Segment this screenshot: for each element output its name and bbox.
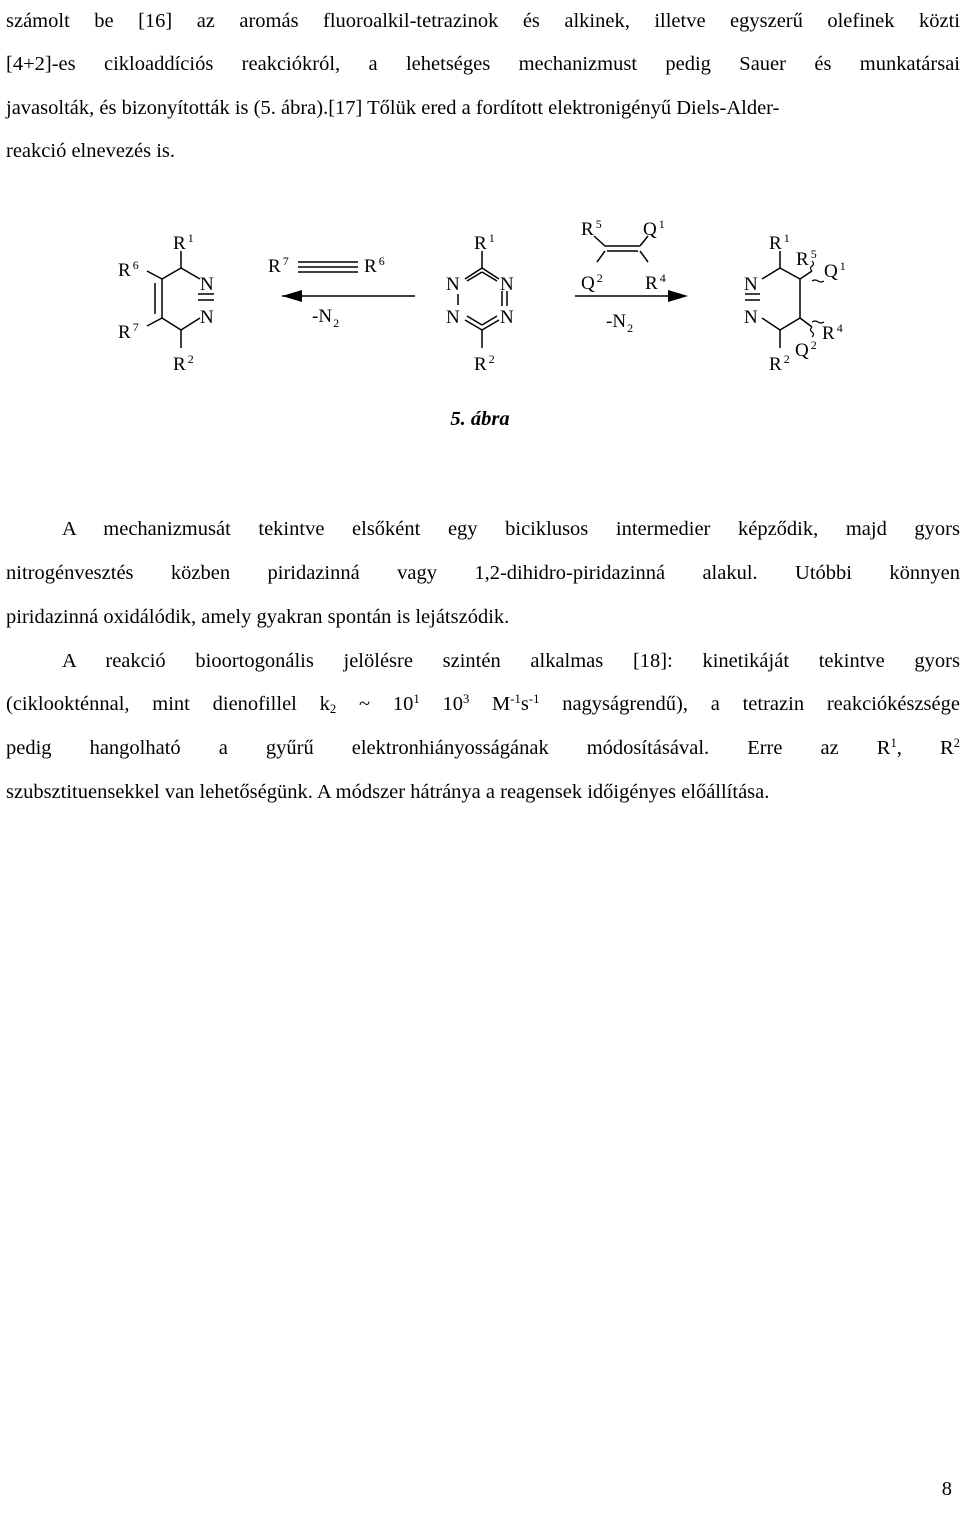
n-left-1: N	[200, 274, 214, 295]
r1-product: R $^1$	[769, 231, 790, 254]
r4-alkene: R $^4$	[645, 271, 666, 294]
r1-left: R $^1$	[173, 231, 194, 254]
para1-line-2: nitrogénvesztés közben piridazinná vagy 1,2-dihidro-piridazinná alakul. Utóbbi könnyen	[6, 562, 960, 584]
q1-alkene: Q $^1$	[643, 217, 665, 240]
n-product-2: N	[744, 307, 758, 328]
minus-n2-left: $-N_2$	[312, 306, 340, 330]
figure-caption: 5. ábra	[450, 408, 510, 430]
minus-n2-right: $-N_2$	[606, 311, 634, 335]
reaction-scheme	[0, 205, 960, 390]
q1-product: Q $^1$	[824, 259, 846, 282]
r2-left: R $^2$	[173, 352, 194, 375]
n-tetrazine-1: N	[446, 274, 460, 295]
n-tetrazine-3: N	[446, 307, 460, 328]
para2-line-4: szubsztituensekkel van lehetőségünk. A módszer hátránya a reagensek időigényes előállítása.	[6, 781, 770, 803]
intro-line-3: javasolták, és bizonyították is (5. ábra).[17] Tőlük ered a fordított elektronigényű Diels-Alder-	[6, 97, 780, 119]
q2-alkene: Q $^2$	[581, 271, 603, 294]
intro-line-4: reakció elnevezés is.	[6, 140, 176, 162]
q2-product: Q $^2$	[795, 338, 817, 361]
r2-product: R $^2$	[769, 352, 790, 375]
r2-tetrazine: R $^2$	[474, 352, 495, 375]
r6-left: R $^6$	[118, 258, 139, 281]
r5-alkene: R $^5$	[581, 217, 602, 240]
r1-tetrazine: R $^1$	[474, 231, 495, 254]
intro-line-2: [4+2]-es cikloaddíciós reakciókról, a lehetséges mechanizmust pedig Sauer és munkatársai	[6, 53, 960, 75]
r7-left: R $^7$	[118, 320, 139, 343]
r4-product: R $^4$	[822, 321, 843, 344]
para1-line-3: piridazinná oxidálódik, amely gyakran spontán is lejátszódik.	[6, 606, 510, 628]
para2-line-3: pedig hangolható a gyűrű elektronhiányosságának módosításával. Erre az $R^1$, $R^2$	[6, 736, 960, 759]
page-number: 8	[941, 1478, 952, 1500]
para2-line-1: A reakció bioortogonális jelölésre szintén alkalmas [18]: kinetikáját tekintve gyors	[62, 650, 960, 672]
r5-product: R $^5$	[796, 247, 817, 270]
r7-alkyne: R $^7$	[268, 254, 289, 277]
r6-alkyne: R $^6$	[364, 254, 385, 277]
n-left-2: N	[200, 307, 214, 328]
intro-line-1: számolt be [16] az aromás fluoroalkil-tetrazinok és alkinek, illetve egyszerű olefinek közti	[6, 10, 960, 32]
n-tetrazine-2: N	[500, 274, 514, 295]
n-product-1: N	[744, 274, 758, 295]
para2-line-2: (ciklookténnal, mint dienofillel $k_2$ ~ $10^1$ $10^3$ $M^{-1}s^{-1}$ nagyságrendű), a tetrazin reakciókészsége	[6, 692, 960, 717]
n-tetrazine-4: N	[500, 307, 514, 328]
para1-line-1: A mechanizmusát tekintve elsőként egy biciklusos intermedier képződik, majd gyors	[62, 518, 960, 540]
